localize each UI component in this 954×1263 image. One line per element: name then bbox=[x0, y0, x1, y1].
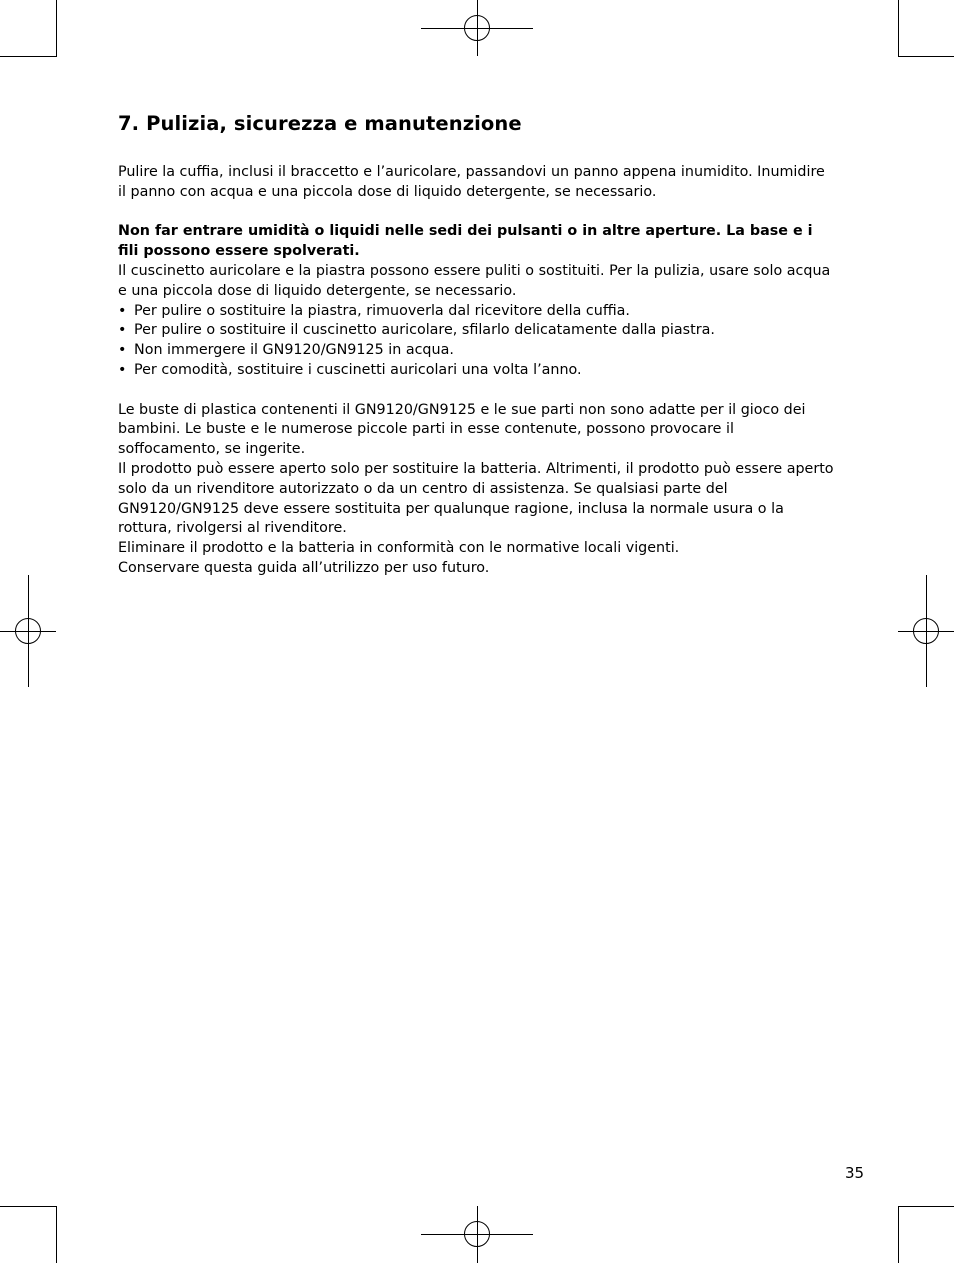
section-title: 7. Pulizia, sicurezza e manutenzione bbox=[118, 112, 522, 135]
cleaning-paragraph: Pulire la cuffia, inclusi il braccetto e l’auricolare, passandovi un panno appena inumidito. Inumidire il panno con acqua e una piccola dose di liquido detergente, se necessario. bbox=[118, 164, 825, 200]
list-item-text: Per pulire o sostituire il cuscinetto auricolare, sfilarlo delicatamente dalla piastra. bbox=[134, 322, 715, 339]
list-item bbox=[118, 341, 836, 361]
spacer bbox=[118, 203, 836, 223]
bullet-icon: • bbox=[118, 361, 127, 378]
warning-paragraph: Non far entrare umidità o liquidi nelle sedi dei pulsanti o in altre aperture. La base e i fili possono essere spolverati. bbox=[118, 223, 813, 260]
opening-paragraph: Il prodotto può essere aperto solo per sostituire la batteria. Altrimenti, il prodotto può essere aperto solo da un rivenditore autorizzato o da un centro di assistenza. Se qualsiasi parte del GN9120/GN9125 deve essere sostituita per qualunque ragione, inclusa la normale usura o la rottura, rivolgersi al rivenditore. bbox=[118, 460, 834, 537]
page-number: 35 bbox=[845, 1164, 865, 1182]
keep-guide-paragraph: Conservare questa guida all’utrilizzo per uso futuro. bbox=[118, 559, 490, 576]
spacer bbox=[118, 381, 836, 401]
disposal-paragraph: Eliminare il prodotto e la batteria in conformità con le normative locali vigenti. bbox=[118, 540, 680, 557]
list-item bbox=[118, 302, 836, 322]
list-item-text: Per pulire o sostituire la piastra, rimuoverla dal ricevitore della cuffia. bbox=[134, 302, 630, 319]
maintenance-list bbox=[118, 302, 836, 381]
plastic-bags-paragraph: Le buste di plastica contenenti il GN9120/GN9125 e le sue parti non sono adatte per il gioco dei bambini. Le buste e le numerose piccole parti in esse contenute, possono provocare il soffocamento, se ingerite. bbox=[118, 401, 806, 458]
list-item-text: Non immergere il GN9120/GN9125 in acqua. bbox=[134, 342, 454, 359]
list-item-text: Per comodità, sostituire i cuscinetti auricolari una volta l’anno. bbox=[134, 361, 582, 378]
list-item bbox=[118, 361, 836, 381]
bullet-icon: • bbox=[118, 342, 127, 359]
ear-cushion-paragraph: Il cuscinetto auricolare e la piastra possono essere puliti o sostituiti. Per la pulizia, usare solo acqua e una piccola dose di liquido detergente, se necessario. bbox=[118, 262, 831, 299]
page-content bbox=[118, 110, 836, 579]
list-item bbox=[118, 321, 836, 341]
bullet-icon: • bbox=[118, 322, 127, 339]
bullet-icon: • bbox=[118, 302, 127, 319]
